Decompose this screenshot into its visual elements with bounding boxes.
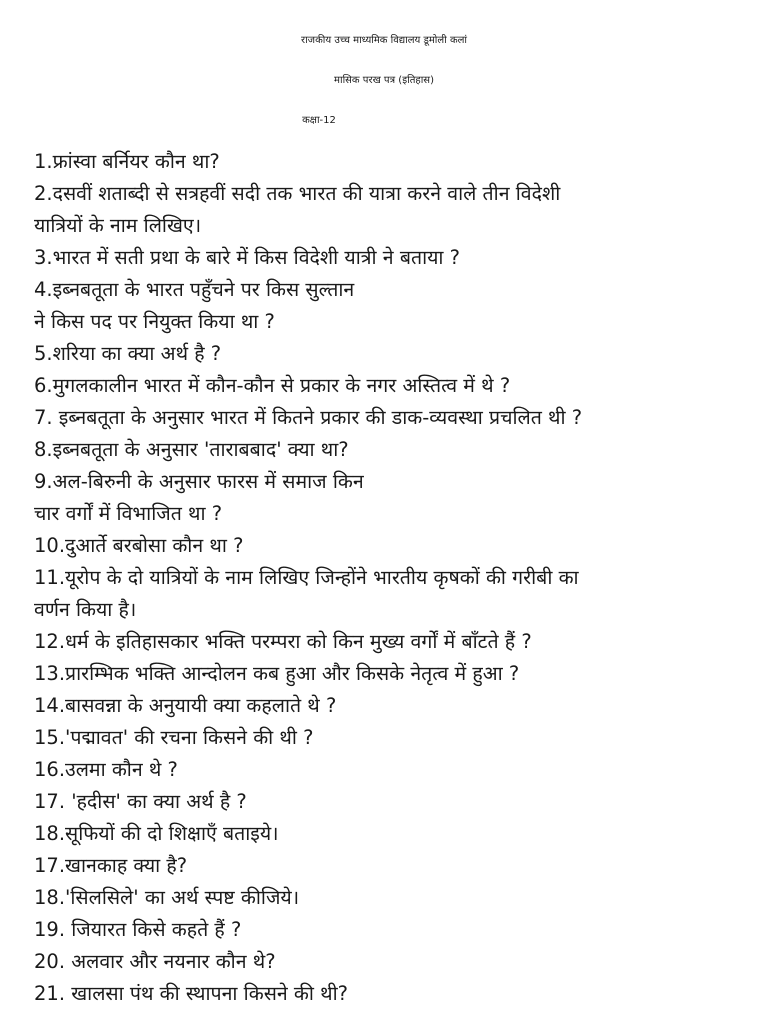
question-line: 18.सूफियों की दो शिक्षाएँ बताइये। (34, 822, 279, 845)
question-line: यात्रियों के नाम लिखिए। (34, 214, 202, 237)
question-line: 8.इब्नबतूता के अनुसार 'ताराबबाद' क्या था? (34, 438, 349, 461)
question-line: 7. इब्नबतूता के अनुसार भारत में कितने प्रकार की डाक-व्यवस्था प्रचलित थी ? (34, 406, 583, 429)
question-line: 11.यूरोप के दो यात्रियों के नाम लिखिए जिन्होंने भारतीय कृषकों की गरीबी का (34, 566, 579, 589)
question-line: 4.इब्नबतूता के भारत पहुँचने पर किस सुल्तान (34, 278, 355, 301)
question-line: 1.फ्रांस्वा बर्नियर कौन था? (34, 150, 220, 173)
question-list (34, 146, 754, 1010)
paper-header (0, 22, 768, 140)
question-line: 12.धर्म के इतिहासकार भक्ति परम्परा को किन मुख्य वर्गों में बाँटते हैं ? (34, 630, 532, 653)
question-line: 17.खानकाह क्या है? (34, 854, 188, 877)
question-line: 2.दसवीं शताब्दी से सत्रहवीं सदी तक भारत की यात्रा करने वाले तीन विदेशी (34, 182, 561, 205)
question-line: 3.भारत में सती प्रथा के बारे में किस विदेशी यात्री ने बताया ? (34, 246, 461, 269)
question-line: 6.मुगलकालीन भारत में कौन-कौन से प्रकार के नगर अस्तित्व में थे ? (34, 374, 511, 397)
question-line: 20. अलवार और नयनार कौन थे? (34, 950, 276, 973)
question-line: 5.शरिया का क्या अर्थ है ? (34, 342, 222, 365)
question-line: 16.उलमा कौन थे ? (34, 758, 178, 781)
question-line: 19. जियारत किसे कहते हैं ? (34, 918, 242, 941)
question-line: ने किस पद पर नियुक्त किया था ? (34, 310, 275, 333)
class-label: कक्षा-12 (302, 115, 336, 126)
question-line: 14.बासवन्ना के अनुयायी क्या कहलाते थे ? (34, 694, 337, 717)
question-line: 13.प्रारम्भिक भक्ति आन्दोलन कब हुआ और किसके नेतृत्व में हुआ ? (34, 662, 520, 685)
question-line: 21. खालसा पंथ की स्थापना किसने की थी? (34, 982, 348, 1005)
question-line: चार वर्गों में विभाजित था ? (34, 502, 223, 525)
question-line: 15.'पद्मावत' की रचना किसने की थी ? (34, 726, 314, 749)
question-line: 18.'सिलसिले' का अर्थ स्पष्ट कीजिये। (34, 886, 300, 909)
question-line: वर्णन किया है। (34, 598, 137, 621)
school-name: राजकीय उच्च माध्यमिक विद्यालय डूमोली कलां (300, 35, 467, 46)
question-line: 9.अल-बिरुनी के अनुसार फारस में समाज किन (34, 470, 364, 493)
question-line: 10.दुआर्ते बरबोसा कौन था ? (34, 534, 244, 557)
question-line: 17. 'हदीस' का क्या अर्थ है ? (34, 790, 247, 813)
exam-title: मासिक परख पत्र (इतिहास) (334, 75, 434, 86)
